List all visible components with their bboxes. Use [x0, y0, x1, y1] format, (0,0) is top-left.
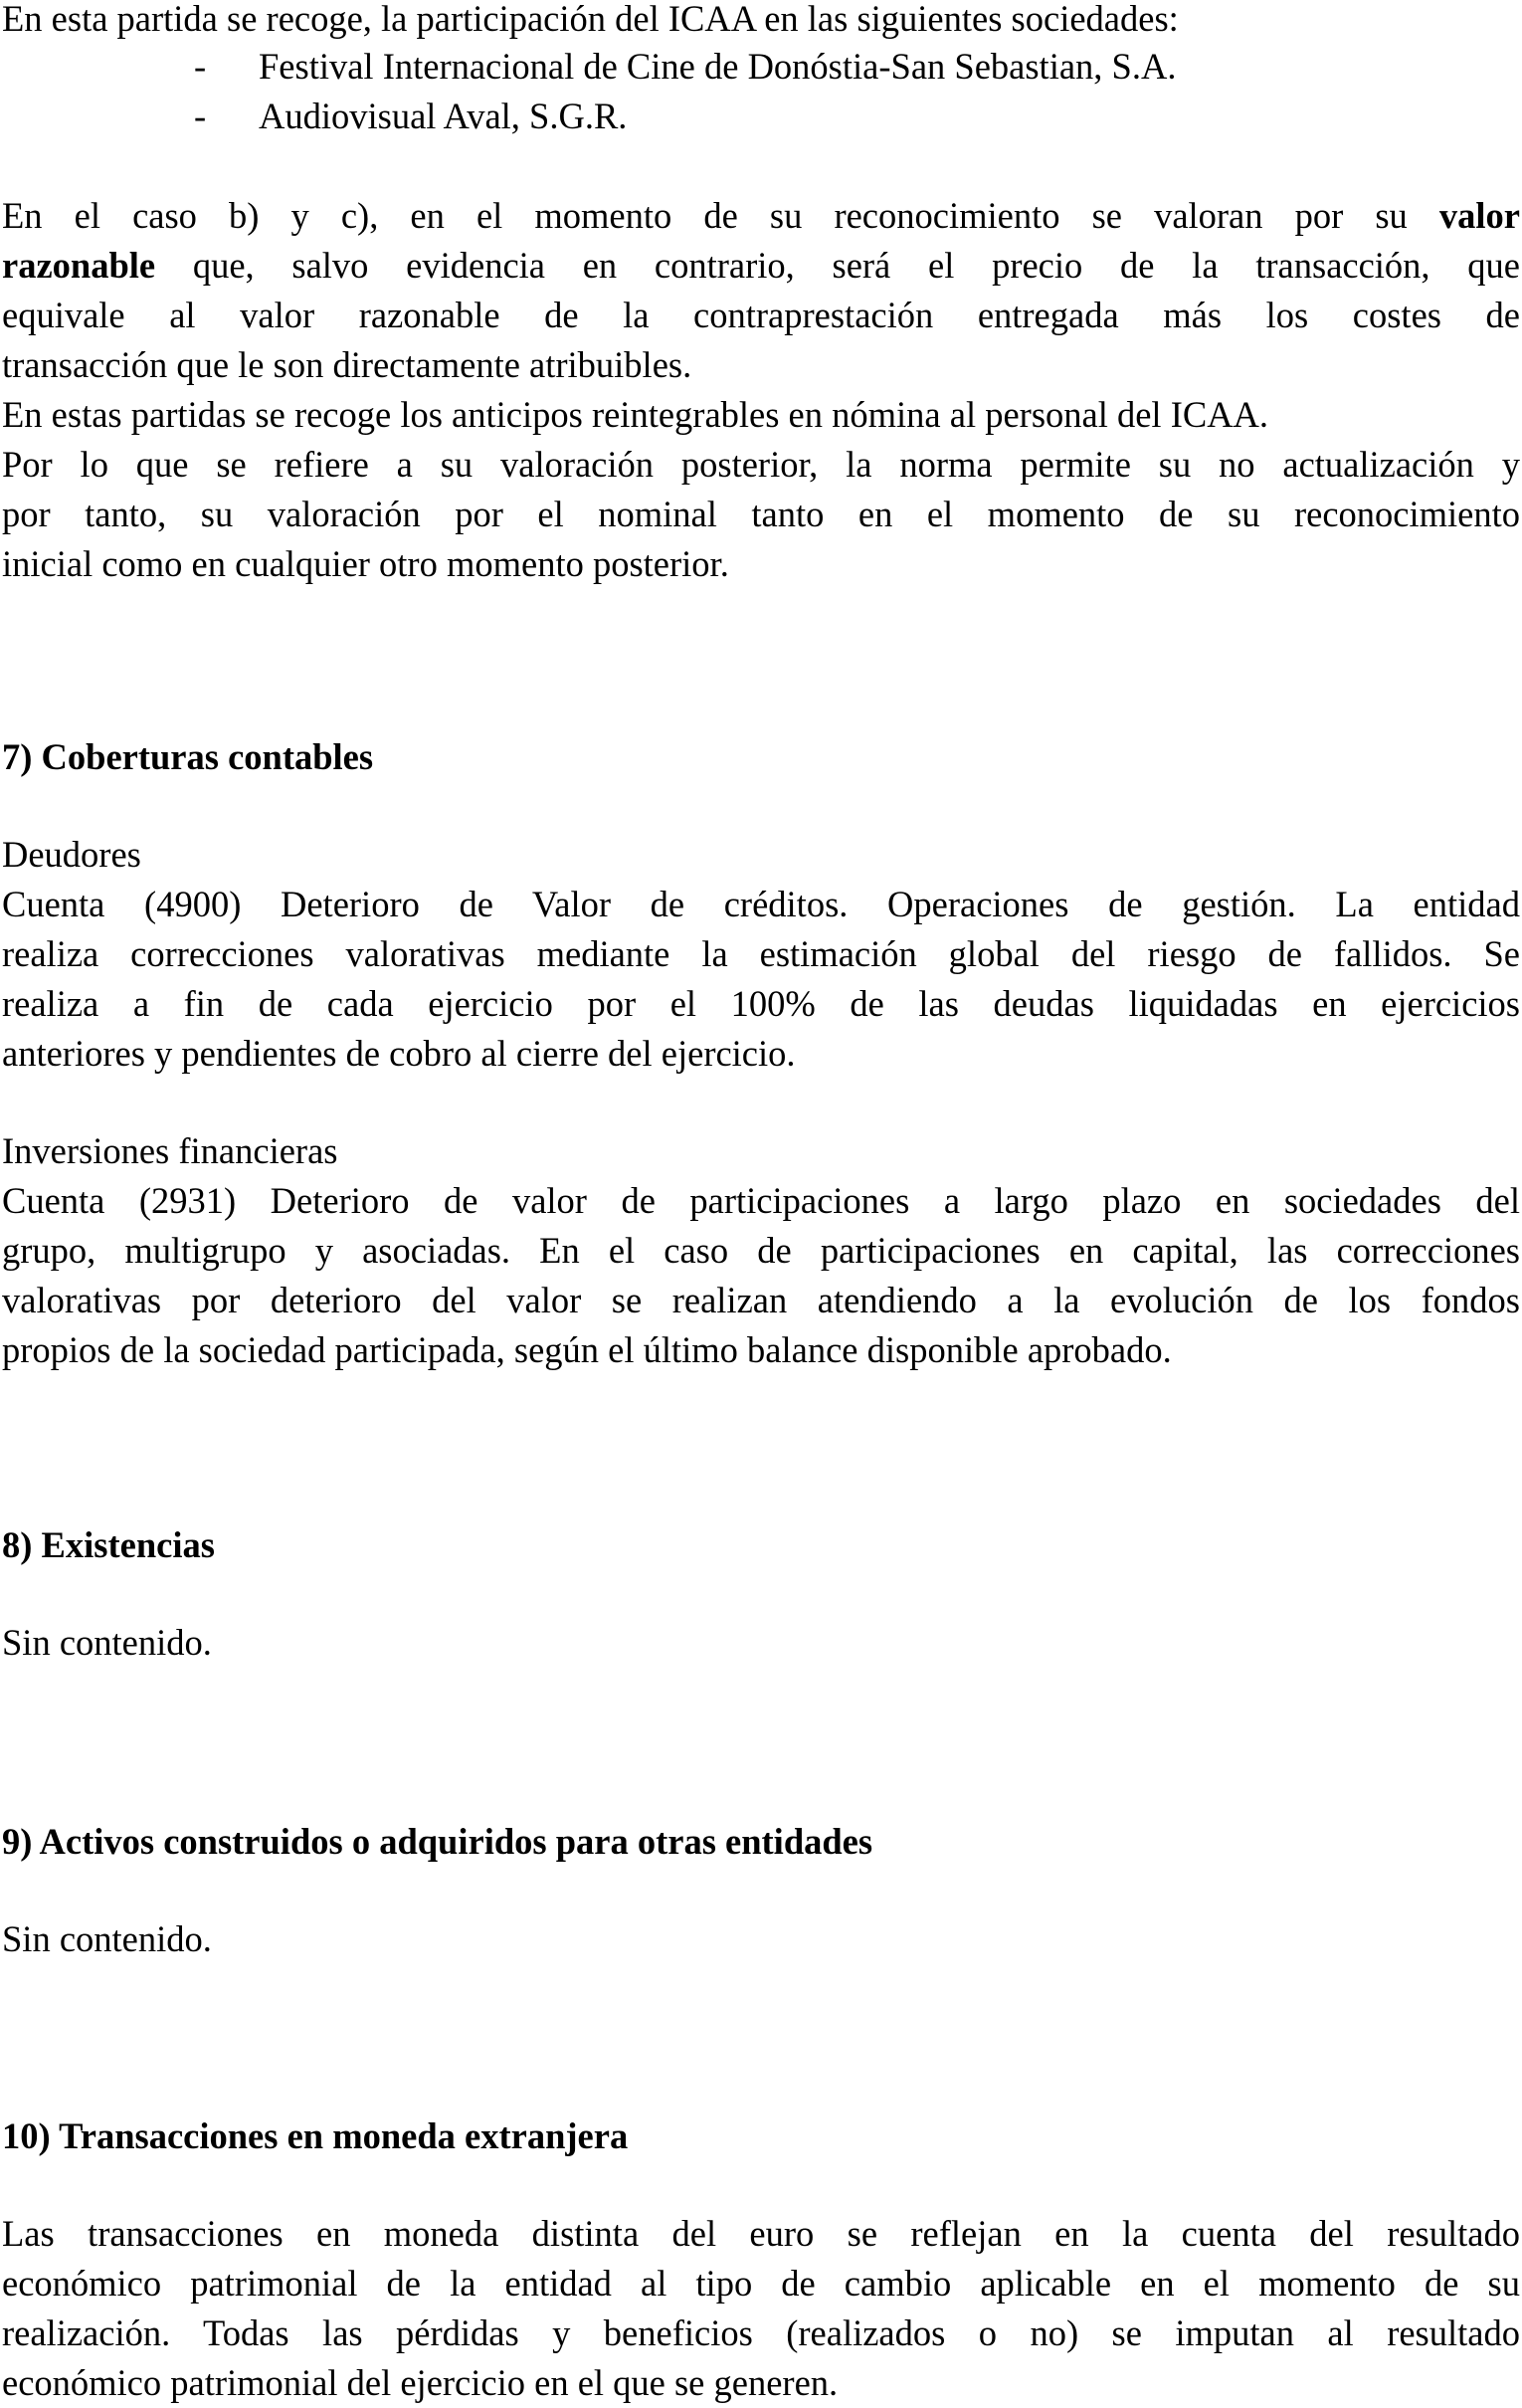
valuation-line-8: inicial como en cualquier otro momento posterior.: [2, 543, 729, 584]
section-8-heading: 8) Existencias: [2, 1524, 215, 1565]
section-10-line-2: económico patrimonial de la entidad al tipo de cambio aplicable en el momento de su: [2, 2263, 1520, 2304]
inversiones-line-1: Cuenta (2931) Deterioro de valor de participaciones a largo plazo en sociedades del: [2, 1180, 1520, 1221]
razonable-bold: razonable: [2, 245, 156, 286]
intro-line: En esta partida se recoge, la participación del ICAA en las siguientes sociedades:: [2, 0, 1179, 39]
inversiones-line-3: valorativas por deterioro del valor se realizan atendiendo a la evolución de los fondos: [2, 1280, 1520, 1320]
deudores-title: Deudores: [2, 834, 141, 875]
valuation-line-3: equivale al valor razonable de la contraprestación entregada más los costes de: [2, 295, 1520, 335]
valor-bold: valor: [1438, 195, 1520, 236]
deudores-line-4: anteriores y pendientes de cobro al cierre del ejercicio.: [2, 1033, 796, 1074]
section-10-heading: 10) Transacciones en moneda extranjera: [2, 2115, 629, 2156]
section-10-line-4: económico patrimonial del ejercicio en el que se generen.: [2, 2362, 839, 2403]
bullet-dash: -: [194, 96, 207, 136]
valuation-line-1: En el caso b) y c), en el momento de su reconocimiento se valoran por su valor: [2, 195, 1520, 236]
section-10-line-1: Las transacciones en moneda distinta del euro se reflejan en la cuenta del resultado: [2, 2213, 1520, 2254]
deudores-line-2: realiza correcciones valorativas mediante la estimación global del riesgo de fallidos. Se: [2, 933, 1520, 974]
section-9-body: Sin contenido.: [2, 1918, 212, 1959]
inversiones-line-2: grupo, multigrupo y asociadas. En el caso de participaciones en capital, las correcciones: [2, 1230, 1520, 1271]
bullet-aval: Audiovisual Aval, S.G.R.: [259, 96, 628, 136]
bullet-festival: Festival Internacional de Cine de Donóstia-San Sebastian, S.A.: [259, 46, 1177, 87]
deudores-line-1: Cuenta (4900) Deterioro de Valor de créditos. Operaciones de gestión. La entidad: [2, 884, 1520, 924]
valuation-line-5: En estas partidas se recoge los anticipos reintegrables en nómina al personal del ICAA.: [2, 394, 1269, 435]
section-8-body: Sin contenido.: [2, 1622, 212, 1663]
section-9-heading: 9) Activos construidos o adquiridos para otras entidades: [2, 1821, 873, 1862]
inversiones-line-4: propios de la sociedad participada, según el último balance disponible aprobado.: [2, 1329, 1172, 1370]
section-7-heading: 7) Coberturas contables: [2, 736, 374, 777]
section-10-line-3: realización. Todas las pérdidas y beneficios (realizados o no) se imputan al resultado: [2, 2312, 1520, 2353]
deudores-line-3: realiza a fin de cada ejercicio por el 100% de las deudas liquidadas en ejercicios: [2, 983, 1520, 1024]
valuation-line-2: razonable que, salvo evidencia en contrario, será el precio de la transacción, que: [2, 245, 1520, 286]
valuation-line-7: por tanto, su valoración por el nominal tanto en el momento de su reconocimiento: [2, 494, 1520, 534]
bullet-dash: -: [194, 46, 207, 87]
valuation-line-4: transacción que le son directamente atribuibles.: [2, 344, 692, 385]
valuation-line-6: Por lo que se refiere a su valoración posterior, la norma permite su no actualización y: [2, 444, 1520, 485]
inversiones-title: Inversiones financieras: [2, 1130, 338, 1171]
